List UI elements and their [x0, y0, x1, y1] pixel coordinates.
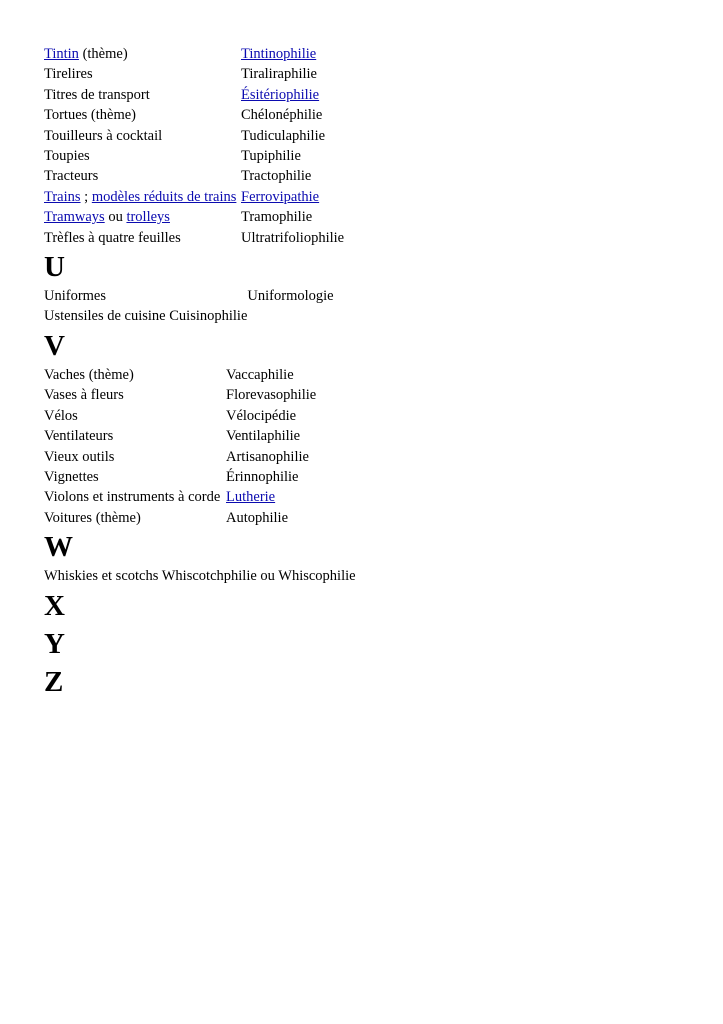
table-row — [44, 207, 344, 227]
theme-cell: Titres de transport — [44, 86, 150, 103]
table-row — [44, 44, 344, 64]
term-cell — [241, 44, 344, 64]
theme-cell: Vases à fleurs — [44, 387, 124, 404]
theme-cell: Vélos — [44, 407, 78, 424]
table-row — [44, 487, 316, 507]
table-row — [44, 64, 344, 84]
theme-cell — [44, 187, 241, 207]
theme-cell — [44, 207, 241, 227]
theme-separator: ou — [104, 209, 127, 226]
theme-cell: Uniformes — [44, 288, 107, 305]
document-page — [44, 44, 704, 701]
term-link-esiteriophilie[interactable]: Ésitériophilie — [241, 86, 320, 103]
section-v-table — [44, 365, 316, 528]
table-row — [44, 365, 316, 385]
table-row — [44, 447, 316, 467]
table-row — [44, 426, 316, 446]
term-cell: Artisanophilie — [226, 448, 309, 465]
theme-cell — [44, 306, 247, 326]
theme-cell: Tracteurs — [44, 168, 99, 185]
section-heading-u: U — [44, 251, 65, 284]
theme-cell: Ventilateurs — [44, 428, 114, 445]
term-cell: Ultratrifoliophilie — [241, 229, 345, 246]
term-cell: Tiraliraphilie — [241, 66, 317, 83]
section-t-table — [44, 44, 344, 248]
term-cell: Tramophilie — [241, 209, 313, 226]
term-cell: Tractophilie — [241, 168, 312, 185]
term-cell: Tudiculaphilie — [241, 127, 326, 144]
theme-cell: Toupies — [44, 148, 90, 165]
table-row — [44, 286, 334, 306]
section-heading-y: Y — [44, 627, 65, 660]
section-u-table — [44, 286, 334, 327]
table-row — [44, 406, 316, 426]
term-cell — [226, 487, 316, 507]
theme-text: Ustensiles de cuisine — [44, 308, 166, 325]
theme-cell: Tirelires — [44, 66, 93, 83]
term-link-ferrovipathie[interactable]: Ferrovipathie — [241, 188, 320, 205]
section-w-row — [44, 566, 704, 586]
table-row — [44, 105, 344, 125]
table-row — [44, 166, 344, 186]
term-cell — [241, 187, 344, 207]
term-link-lutherie[interactable]: Lutherie — [226, 489, 276, 506]
term-cell — [247, 306, 333, 326]
table-row — [44, 228, 344, 248]
table-row — [44, 187, 344, 207]
table-row — [44, 306, 334, 326]
table-row — [44, 385, 316, 405]
section-heading-x: X — [44, 589, 65, 622]
section-heading-v: V — [44, 329, 65, 362]
term-cell: Florevasophilie — [226, 387, 317, 404]
theme-text: Whiskies et scotchs — [44, 568, 159, 585]
term-cell: Érinnophilie — [226, 468, 299, 485]
theme-cell: Trèfles à quatre feuilles — [44, 229, 181, 246]
term-text: Whiscotchphilie ou Whiscophilie — [161, 568, 356, 585]
theme-cell: Vaches (thème) — [44, 366, 134, 383]
section-heading-w: W — [44, 531, 73, 564]
term-cell: Ventilaphilie — [226, 428, 301, 445]
theme-separator: ; — [80, 188, 92, 205]
term-cell: Vaccaphilie — [226, 366, 294, 383]
term-cell: Chélonéphilie — [241, 107, 323, 124]
table-row — [44, 85, 344, 105]
theme-link-model-trains[interactable]: modèles réduits de trains — [91, 188, 237, 205]
term-cell: Uniformologie — [247, 288, 334, 305]
table-row — [44, 508, 316, 528]
theme-cell: Voitures (thème) — [44, 509, 141, 526]
theme-suffix: (thème) — [78, 46, 128, 62]
theme-cell: Vignettes — [44, 468, 99, 485]
table-row — [44, 126, 344, 146]
term-cell — [241, 85, 344, 105]
term-text: Cuisinophilie — [169, 308, 248, 325]
table-row — [44, 146, 344, 166]
theme-link-trains[interactable]: Trains — [44, 188, 81, 205]
term-cell: Autophilie — [226, 509, 289, 526]
theme-cell: Touilleurs à cocktail — [44, 127, 163, 144]
theme-link-tramways[interactable]: Tramways — [44, 209, 105, 226]
section-heading-z: Z — [44, 665, 64, 698]
theme-link-tintin[interactable]: Tintin — [44, 46, 79, 62]
theme-link-trolleys[interactable]: trolleys — [126, 209, 170, 226]
theme-cell — [44, 44, 241, 64]
theme-cell: Tortues (thème) — [44, 107, 136, 124]
term-link-tintinophilie[interactable]: Tintinophilie — [241, 46, 317, 62]
term-cell: Tupiphilie — [241, 148, 301, 165]
table-row — [44, 467, 316, 487]
term-cell: Vélocipédie — [226, 407, 297, 424]
theme-cell: Vieux outils — [44, 448, 115, 465]
theme-cell: Violons et instruments à corde — [44, 489, 221, 506]
